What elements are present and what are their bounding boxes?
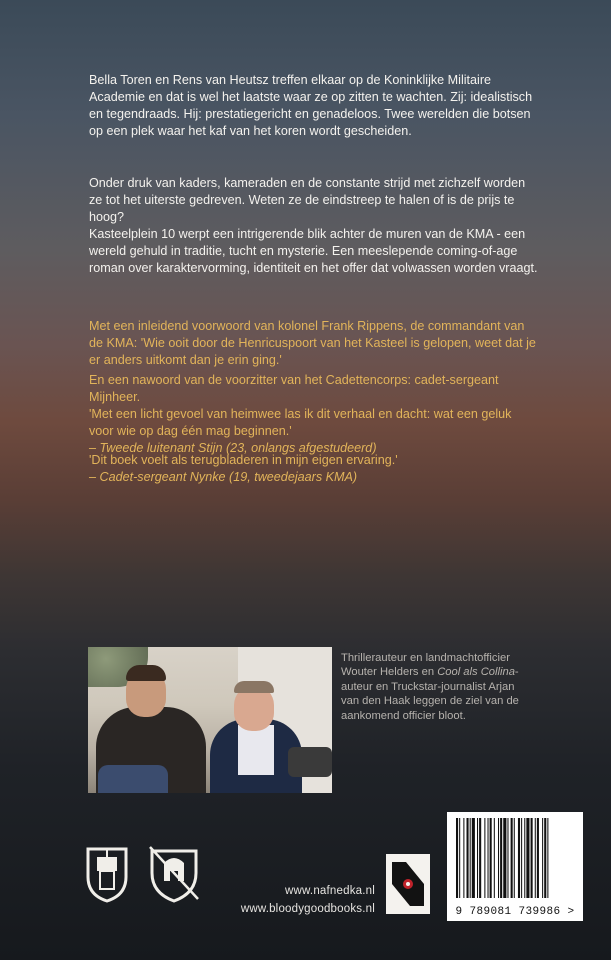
author-1-hair	[126, 665, 166, 681]
author-1-leg	[98, 765, 168, 793]
quote-2	[89, 452, 539, 486]
afterword-paragraph	[89, 372, 539, 406]
isbn-barcode	[447, 812, 583, 921]
blurb-paragraph-2	[89, 175, 539, 226]
author-caption-part2: -auteur en Truckstar-journalist Arjan van den Haak leggen de ziel van de aankomend officier bloot.	[341, 666, 519, 722]
kma-crest-icon	[84, 843, 130, 903]
website-links	[205, 882, 375, 918]
blurb-text-2: Onder druk van kaders, kameraden en de constante strijd met zichzelf worden ze tot het uiterste gedreven. Weten ze de eindstreep te halen of is de prijs te hoog?	[89, 176, 526, 224]
quote-2-text: 'Dit boek voelt als terugbladeren in mijn eigen ervaring.'	[89, 453, 398, 467]
foreword-text: Met een inleidend voorwoord van kolonel Frank Rippens, de commandant van de KMA: 'Wie ooit door de Henricuspoort van het Kasteel is gelopen, weet dat je er anders uitkomt dan je erin ging.'	[89, 319, 536, 367]
url-nafnedka[interactable]: www.nafnedka.nl	[285, 885, 375, 897]
isbn-digits: 9 789081 739986 >	[455, 906, 575, 918]
publisher-logo-icon	[386, 854, 430, 914]
author-caption-italic: Cool als Collina	[437, 666, 515, 679]
authors-photo	[88, 647, 332, 793]
blurb-paragraph-1	[89, 72, 539, 140]
quote-1-text: 'Met een licht gevoel van heimwee las ik dit verhaal en dacht: wat een geluk voor wie op dag één mag beginnen.'	[89, 407, 512, 438]
blurb-text-1: Bella Toren en Rens van Heutsz treffen elkaar op de Koninklijke Militaire Academie en dat is wel het laatste waar ze op zitten te wachten. Zij: idealistisch en tegendraads. Hij: prestatiegericht en genadeloos. Twee werelden die botsen op een plek waar het kaf van het koren wordt gescheiden.	[89, 73, 533, 138]
foreword-paragraph	[89, 318, 539, 369]
spartan-helmet-icon	[144, 843, 204, 903]
quote-2-source: – Cadet-sergeant Nynke (19, tweedejaars KMA)	[89, 470, 358, 484]
url-bloodygoodbooks[interactable]: www.bloodygoodbooks.nl	[240, 903, 375, 915]
typewriter-prop	[288, 747, 332, 777]
barcode-bars	[456, 818, 574, 898]
author-2-shirt	[238, 725, 274, 775]
blurb-text-3: Kasteelplein 10 werpt een intrigerende blik achter de muren van de KMA - een wereld gehuld in traditie, tucht en mysterie. Een meeslepende coming-of-age roman over karaktervorming, identiteit en het offer dat volwassen worden vraagt.	[89, 227, 538, 275]
blurb-paragraph-3	[89, 226, 539, 277]
quote-1-source: – Tweede luitenant Stijn (23, onlangs afgestudeerd)	[89, 441, 377, 455]
author-2-hair	[234, 681, 274, 693]
author-caption-part1: Thrillerauteur en landmachtofficier Wouter Helders en	[341, 652, 510, 679]
author-caption	[341, 651, 527, 723]
quote-1	[89, 406, 539, 457]
afterword-text: En een nawoord van de voorzitter van het Cadettencorps: cadet-sergeant Mijnheer.	[89, 373, 499, 404]
